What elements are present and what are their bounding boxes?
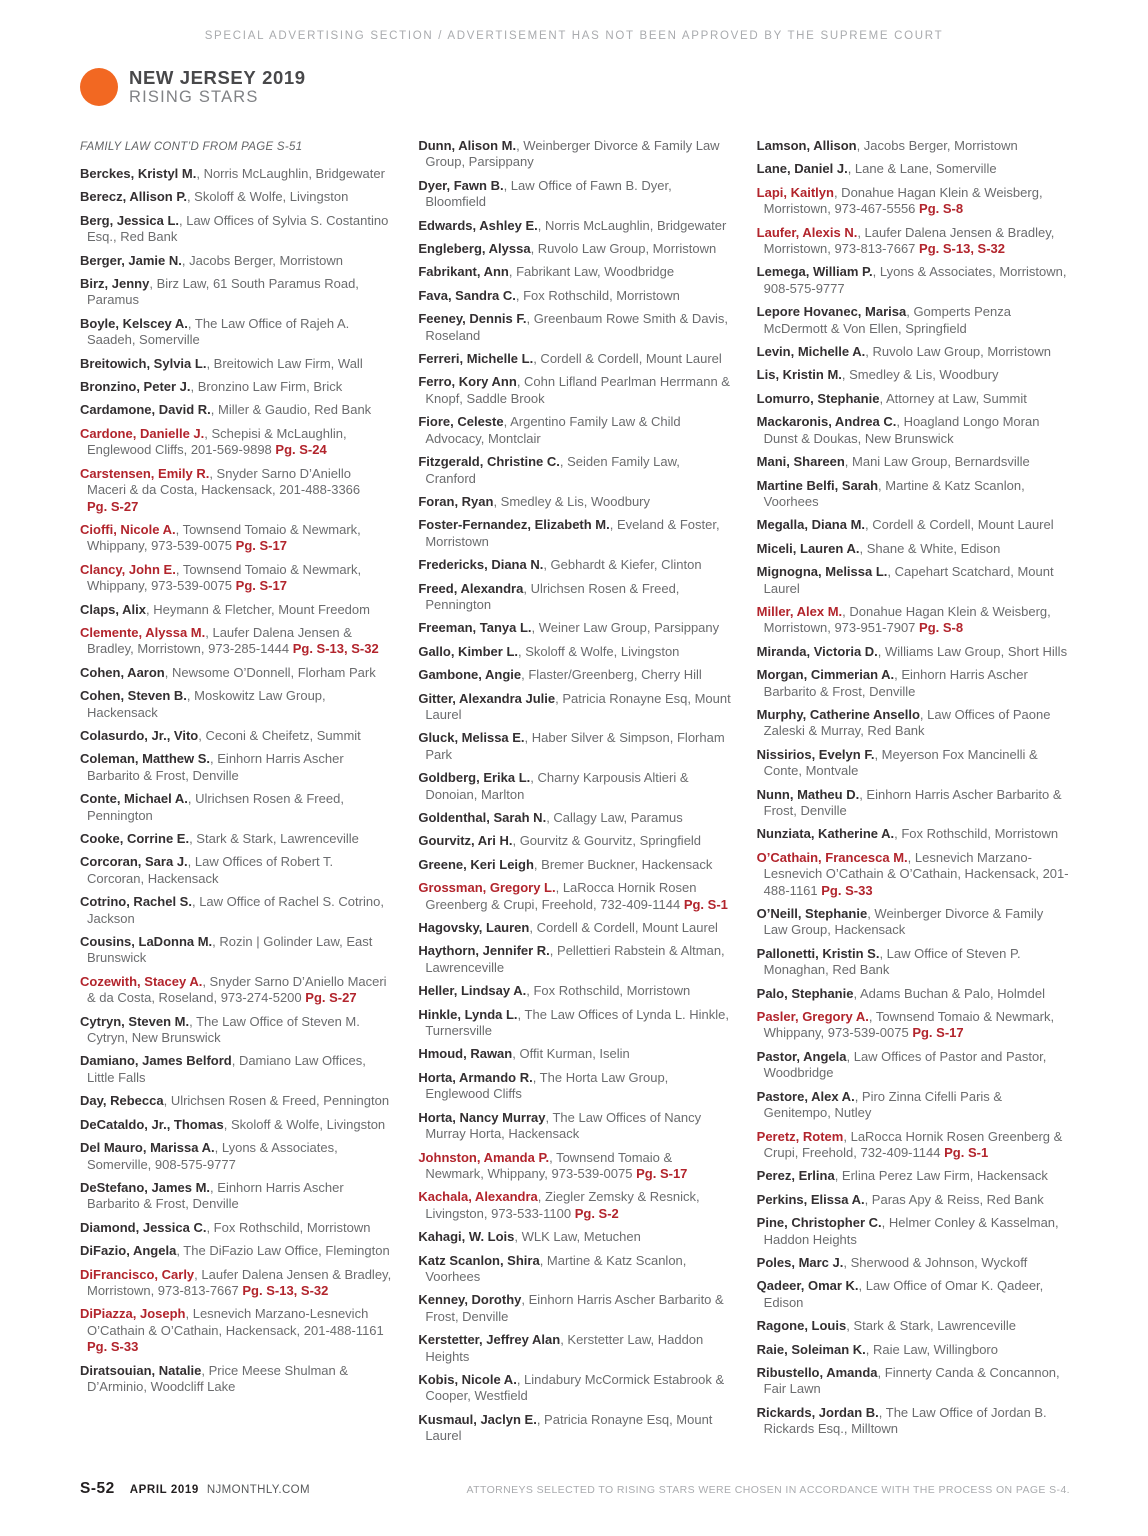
ad-page-reference: Pg. S-27 — [305, 990, 357, 1006]
attorney-name: Cozewith, Stacey A. — [80, 973, 203, 989]
attorney-name: Gourvitz, Ari H. — [418, 833, 513, 849]
attorney-name: Cioffi, Nicole A. — [80, 521, 176, 537]
attorney-name: Lane, Daniel J. — [756, 161, 848, 177]
attorney-entry: Greene, Keri Leigh, Bremer Buckner, Hackensack — [418, 856, 713, 872]
attorney-entry: Nunn, Matheu D., Einhorn Harris Ascher Barbarito & Frost, Denville — [756, 786, 1062, 818]
attorney-entry: Freeman, Tanya L., Weiner Law Group, Parsippany — [418, 620, 720, 636]
advertising-disclaimer: SPECIAL ADVERTISING SECTION / ADVERTISEMENT HAS NOT BEEN APPROVED BY THE SUPREME COURT — [204, 30, 944, 42]
attorney-entry: Fredericks, Diana N., Gebhardt & Kiefer, Clinton — [418, 557, 702, 573]
attorney-name: Carstensen, Emily R. — [80, 465, 210, 481]
attorney-entry: Berecz, Allison P., Skoloff & Wolfe, Livingston — [80, 189, 349, 205]
attorney-name: Colasurdo, Jr., Vito — [80, 727, 199, 743]
attorney-name: Day, Rebecca — [80, 1093, 164, 1109]
attorney-entry: Goldenthal, Sarah N., Callagy Law, Paramus — [418, 810, 683, 825]
footer-left — [80, 1480, 310, 1498]
attorney-name: Hagovsky, Lauren — [418, 920, 530, 936]
attorney-name: Nissirios, Evelyn F. — [756, 746, 875, 762]
attorney-entry: Haythorn, Jennifer R., Pellettieri Rabstein & Altman, Lawrenceville — [418, 943, 725, 975]
attorney-name: Ribustello, Amanda — [756, 1364, 878, 1380]
attorney-entry: Fabrikant, Ann, Fabrikant Law, Woodbridge — [418, 264, 675, 280]
attorney-entry: Pine, Christopher C., Helmer Conley & Kasselman, Haddon Heights — [756, 1215, 1059, 1247]
attorney-name: Gitter, Alexandra Julie — [418, 690, 556, 706]
selection-disclaimer: ATTORNEYS SELECTED TO RISING STARS WERE CHOSEN IN ACCORDANCE WITH THE PROCESS ON PAGE S-4. — [466, 1484, 1070, 1496]
column-1-entries — [80, 166, 393, 1395]
attorney-entry: Hinkle, Lynda L., The Law Offices of Lynda L. Hinkle, Turnersville — [418, 1006, 730, 1039]
attorney-entry: Johnston, Amanda P., Townsend Tomaio & Newmark, Whippany, 973-539-0075 Pg. S-17 — [418, 1149, 688, 1181]
attorney-entry: Lemega, William P., Lyons & Associates, Morristown, 908-575-9777 — [756, 264, 1067, 296]
attorney-entry: Hmoud, Rawan, Offit Kurman, Iselin — [418, 1046, 630, 1062]
attorney-entry: Qadeer, Omar K., Law Office of Omar K. Qadeer, Edison — [756, 1278, 1044, 1310]
attorney-name: Katz Scanlon, Shira — [418, 1252, 540, 1268]
attorney-name: Miranda, Victoria D. — [756, 643, 878, 659]
attorney-entry: Gitter, Alexandra Julie, Patricia Ronayne Esq, Mount Laurel — [418, 690, 731, 722]
attorney-entry: Damiano, James Belford, Damiano Law Offices, Little Falls — [80, 1053, 366, 1085]
ad-page-reference: Pg. S-1 — [683, 896, 728, 912]
attorney-name: Mani, Shareen — [756, 454, 845, 470]
ad-page-reference: Pg. S-13, S-32 — [242, 1282, 329, 1298]
attorney-name: Raie, Soleiman K. — [756, 1341, 866, 1357]
attorney-entry: Feeney, Dennis F., Greenbaum Rowe Smith & Davis, Roseland — [418, 311, 729, 343]
attorney-entry: Dunn, Alison M., Weinberger Divorce & Family Law Group, Parsippany — [418, 138, 720, 170]
attorney-name: O’Cathain, Francesca M. — [756, 849, 908, 865]
attorney-entry: Cousins, LaDonna M., Rozin | Golinder Law, East Brunswick — [80, 934, 373, 966]
ad-page-reference: Pg. S-17 — [235, 538, 287, 554]
attorney-entry: Pasler, Gregory A., Townsend Tomaio & Newmark, Whippany, 973-539-0075 Pg. S-17 — [756, 1009, 1055, 1041]
attorney-entry: O’Neill, Stephanie, Weinberger Divorce & Family Law Group, Hackensack — [756, 906, 1044, 938]
ad-page-reference: Pg. S-13, S-32 — [292, 641, 379, 657]
attorney-entry: Megalla, Diana M., Cordell & Cordell, Mount Laurel — [756, 517, 1054, 533]
ad-page-reference: Pg. S-33 — [87, 1339, 139, 1355]
attorney-entry: Day, Rebecca, Ulrichsen Rosen & Freed, Pennington — [80, 1093, 390, 1109]
attorney-entry: Lepore Hovanec, Marisa, Gomperts Penza McDermott & Von Ellen, Springfield — [756, 304, 1011, 336]
issue-date: APRIL 2019 — [129, 1484, 199, 1496]
attorney-entry: Horta, Nancy Murray, The Law Offices of Nancy Murray Horta, Hackensack — [418, 1109, 702, 1142]
attorney-name: Diratsouian, Natalie — [80, 1362, 202, 1378]
attorney-name: Berg, Jessica L. — [80, 212, 179, 228]
attorney-entry: Diratsouian, Natalie, Price Meese Shulman & D’Arminio, Woodcliff Lake — [80, 1362, 349, 1394]
attorney-entry: Mani, Shareen, Mani Law Group, Bernardsville — [756, 454, 1030, 470]
attorney-name: Diamond, Jessica C. — [80, 1219, 207, 1235]
attorney-entry: Engleberg, Alyssa, Ruvolo Law Group, Morristown — [418, 241, 717, 257]
attorney-entry: Nissirios, Evelyn F., Meyerson Fox Mancinelli & Conte, Montvale — [756, 746, 1038, 779]
attorney-name: Megalla, Diana M. — [756, 517, 866, 533]
attorney-entry: Gallo, Kimber L., Skoloff & Wolfe, Livingston — [418, 643, 680, 659]
attorney-entry: Pastor, Angela, Law Offices of Pastor and Pastor, Woodbridge — [756, 1048, 1047, 1081]
attorney-entry: Kobis, Nicole A., Lindabury McCormick Estabrook & Cooper, Westfield — [418, 1371, 725, 1404]
section-continuation-note: FAMILY LAW CONT’D FROM PAGE S-51 — [80, 141, 303, 153]
attorney-entry: Claps, Alix, Heymann & Fletcher, Mount Freedom — [80, 601, 370, 617]
attorney-entry: Ferreri, Michelle L., Cordell & Cordell, Mount Laurel — [418, 351, 722, 367]
attorney-entry: Gluck, Melissa E., Haber Silver & Simpson, Florham Park — [418, 730, 725, 762]
attorney-name: Pastor, Angela — [756, 1048, 847, 1064]
attorney-entry: Foster-Fernandez, Elizabeth M., Eveland & Foster, Morristown — [418, 517, 720, 549]
attorney-name: Hmoud, Rawan — [418, 1046, 513, 1062]
attorney-name: Gluck, Melissa E. — [418, 730, 525, 746]
logo-circle-icon — [80, 68, 118, 106]
attorney-entry: Colasurdo, Jr., Vito, Ceconi & Cheifetz, Summit — [80, 727, 361, 743]
attorney-entry: Kenney, Dorothy, Einhorn Harris Ascher Barbarito & Frost, Denville — [418, 1292, 724, 1324]
attorney-name: Engleberg, Alyssa — [418, 241, 531, 257]
attorney-name: Horta, Nancy Murray — [418, 1109, 546, 1125]
ad-page-reference: Pg. S-24 — [275, 442, 327, 458]
attorney-entry: Gourvitz, Ari H., Gourvitz & Gourvitz, Springfield — [418, 833, 702, 849]
attorney-name: Goldberg, Erika L. — [418, 770, 531, 786]
attorney-name: Kachala, Alexandra — [418, 1189, 538, 1205]
attorney-name: Corcoran, Sara J. — [80, 854, 188, 870]
attorney-entry: Kachala, Alexandra, Ziegler Zemsky & Resnick, Livingston, 973-533-1100 Pg. S-2 — [418, 1189, 700, 1221]
attorney-name: DeStefano, James M. — [80, 1179, 211, 1195]
attorney-name: Levin, Michelle A. — [756, 344, 866, 360]
attorney-entry: Miranda, Victoria D., Williams Law Group, Short Hills — [756, 643, 1068, 659]
attorney-entry: Freed, Alexandra, Ulrichsen Rosen & Freed, Pennington — [418, 580, 680, 612]
attorney-entry: Mignogna, Melissa L., Capehart Scatchard, Mount Laurel — [756, 564, 1054, 596]
attorney-name: Coleman, Matthew S. — [80, 751, 211, 767]
attorney-name: Grossman, Gregory L. — [418, 880, 556, 896]
column-3 — [757, 138, 1070, 1452]
attorney-name: Berecz, Allison P. — [80, 189, 187, 205]
attorney-entry: Gambone, Angie, Flaster/Greenberg, Cherry Hill — [418, 667, 702, 683]
attorney-entry: Fava, Sandra C., Fox Rothschild, Morristown — [418, 287, 680, 303]
ad-page-reference: Pg. S-33 — [821, 882, 873, 898]
ad-page-reference: Pg. S-17 — [235, 578, 287, 594]
attorney-entry: O’Cathain, Francesca M., Lesnevich Marzano-Lesnevich O’Cathain & O’Cathain, Hackensack, 201-488-1161 Pg. S-33 — [756, 849, 1069, 898]
attorney-name: Cardamone, David R. — [80, 402, 211, 418]
attorney-name: Edwards, Ashley E. — [418, 217, 538, 233]
attorney-entry: Lis, Kristin M., Smedley & Lis, Woodbury — [756, 367, 999, 383]
attorney-name: Birz, Jenny — [80, 276, 150, 292]
attorney-entry: Kerstetter, Jeffrey Alan, Kerstetter Law, Haddon Heights — [418, 1332, 704, 1364]
attorney-name: Lamson, Allison — [756, 138, 857, 153]
attorney-entry: DeCataldo, Jr., Thomas, Skoloff & Wolfe, Livingston — [80, 1116, 386, 1132]
attorney-name: Boyle, Kelscey A. — [80, 315, 188, 331]
attorney-entry: Horta, Armando R., The Horta Law Group, Englewood Cliffs — [418, 1069, 669, 1102]
attorney-entry: Ribustello, Amanda, Finnerty Canda & Concannon, Fair Lawn — [756, 1364, 1060, 1397]
attorney-entry: Cozewith, Stacey A., Snyder Sarno D’Aniello Maceri & da Costa, Roseland, 973-274-5200 Pg. S-27 — [80, 973, 387, 1006]
logo-title — [129, 68, 306, 88]
attorney-name: Cohen, Aaron — [80, 664, 165, 680]
attorney-entry: Perkins, Elissa A., Paras Apy & Reiss, Red Bank — [756, 1191, 1044, 1207]
ad-page-reference: Pg. S-1 — [944, 1144, 989, 1160]
attorney-name: Nunn, Matheu D. — [756, 786, 860, 802]
attorney-name: Dunn, Alison M. — [418, 138, 517, 153]
rising-stars-logo — [80, 68, 306, 106]
attorney-entry: Cohen, Aaron, Newsome O’Donnell, Florham Park — [80, 664, 376, 680]
ad-page-reference: Pg. S-27 — [87, 498, 139, 514]
attorney-name: Del Mauro, Marissa A. — [80, 1140, 215, 1156]
attorney-entry: Lapi, Kaitlyn, Donahue Hagan Klein & Weisberg, Morristown, 973-467-5556 Pg. S-8 — [756, 184, 1043, 217]
attorney-entry: Palo, Stephanie, Adams Buchan & Palo, Holmdel — [756, 985, 1045, 1001]
attorney-entry: Lamson, Allison, Jacobs Berger, Morristown — [756, 138, 1018, 153]
attorney-entry: Edwards, Ashley E., Norris McLaughlin, Bridgewater — [418, 217, 727, 233]
attorney-entry: Cytryn, Steven M., The Law Office of Steven M. Cytryn, New Brunswick — [80, 1013, 360, 1046]
attorney-name: Pasler, Gregory A. — [756, 1009, 869, 1025]
attorney-name: Mignogna, Melissa L. — [756, 564, 888, 580]
attorney-name: Martine Belfi, Sarah — [756, 477, 879, 493]
attorney-entry: Clancy, John E., Townsend Tomaio & Newmark, Whippany, 973-539-0075 Pg. S-17 — [80, 561, 362, 594]
attorney-name: Claps, Alix — [80, 601, 146, 617]
attorney-name: Murphy, Catherine Ansello — [756, 706, 920, 722]
attorney-entry: DiFrancisco, Carly, Laufer Dalena Jensen & Bradley, Morristown, 973-813-7667 Pg. S-13, S-32 — [80, 1266, 392, 1298]
attorney-name: Cousins, LaDonna M. — [80, 934, 213, 950]
attorney-name: Pastore, Alex A. — [756, 1088, 855, 1104]
attorney-name: Fitzgerald, Christine C. — [418, 454, 560, 470]
attorney-name: Laufer, Alexis N. — [756, 224, 858, 240]
attorney-name: Fiore, Celeste — [418, 414, 504, 430]
attorney-name: DiPiazza, Joseph — [80, 1306, 186, 1322]
attorney-name: Conte, Michael A. — [80, 791, 188, 807]
attorney-name: Morgan, Cimmerian A. — [756, 667, 895, 683]
attorney-entry: Fitzgerald, Christine C., Seiden Family Law, Cranford — [418, 454, 680, 486]
column-1 — [80, 138, 393, 1452]
attorney-name: Clemente, Alyssa M. — [80, 624, 206, 640]
column-3-entries — [757, 138, 1070, 1438]
attorney-name: Lapi, Kaitlyn — [756, 184, 834, 200]
ad-page-reference: Pg. S-8 — [919, 201, 964, 217]
attorney-entry: Carstensen, Emily R., Snyder Sarno D’Aniello Maceri & da Costa, Hackensack, 201-488-3366 Pg. S-27 — [80, 465, 361, 514]
attorney-entry: Corcoran, Sara J., Law Offices of Robert T. Corcoran, Hackensack — [80, 854, 334, 886]
attorney-entry: Raie, Soleiman K., Raie Law, Willingboro — [756, 1341, 998, 1357]
attorney-entry: Pallonetti, Kristin S., Law Office of Steven P. Monaghan, Red Bank — [756, 945, 1021, 978]
attorney-entry: Katz Scanlon, Shira, Martine & Katz Scanlon, Voorhees — [418, 1252, 687, 1284]
attorney-name: Horta, Armando R. — [418, 1069, 533, 1085]
attorney-name: Gallo, Kimber L. — [418, 643, 519, 659]
attorney-entry: Del Mauro, Marissa A., Lyons & Associates, Somerville, 908-575-9777 — [80, 1140, 338, 1172]
attorney-entry: Kusmaul, Jaclyn E., Patricia Ronayne Esq, Mount Laurel — [418, 1411, 713, 1444]
attorney-entry: Miceli, Lauren A., Shane & White, Edison — [756, 540, 1001, 556]
attorney-name: Fredericks, Diana N. — [418, 557, 544, 573]
directory-columns — [80, 138, 1070, 1452]
attorney-entry: Foran, Ryan, Smedley & Lis, Woodbury — [418, 493, 651, 509]
attorney-entry: Bronzino, Peter J., Bronzino Law Firm, Brick — [80, 379, 343, 395]
attorney-name: Cooke, Corrine E. — [80, 831, 190, 846]
attorney-entry: Pastore, Alex A., Piro Zinna Cifelli Paris & Genitempo, Nutley — [756, 1088, 1003, 1121]
attorney-entry: Cohen, Steven B., Moskowitz Law Group, Hackensack — [80, 688, 326, 720]
ad-page-reference: Pg. S-17 — [912, 1025, 964, 1041]
attorney-name: Cytryn, Steven M. — [80, 1013, 190, 1029]
attorney-name: Ferreri, Michelle L. — [418, 351, 534, 367]
attorney-name: Peretz, Rotem — [756, 1128, 844, 1144]
attorney-name: Miller, Alex M. — [756, 603, 843, 619]
attorney-name: Kahagi, W. Lois — [418, 1229, 515, 1245]
attorney-entry: Cotrino, Rachel S., Law Office of Rachel S. Cotrino, Jackson — [80, 894, 384, 926]
attorney-name: Kenney, Dorothy — [418, 1292, 522, 1308]
attorney-name: Fava, Sandra C. — [418, 287, 516, 303]
attorney-entry: Kahagi, W. Lois, WLK Law, Metuchen — [418, 1229, 641, 1245]
attorney-name: Breitowich, Sylvia L. — [80, 355, 207, 371]
attorney-entry: Berckes, Kristyl M., Norris McLaughlin, Bridgewater — [80, 166, 385, 181]
attorney-entry: Levin, Michelle A., Ruvolo Law Group, Morristown — [756, 344, 1051, 360]
attorney-name: Hinkle, Lynda L. — [418, 1006, 518, 1022]
ad-page-reference: Pg. S-2 — [574, 1205, 619, 1221]
ad-page-reference: Pg. S-17 — [636, 1165, 688, 1181]
logo-region: NEW JERSEY — [129, 67, 257, 88]
attorney-entry: Poles, Marc J., Sherwood & Johnson, Wyckoff — [756, 1254, 1028, 1270]
attorney-entry: Murphy, Catherine Ansello, Law Offices of Paone Zaleski & Murray, Red Bank — [756, 706, 1051, 739]
attorney-entry: Lomurro, Stephanie, Attorney at Law, Summit — [756, 390, 1027, 406]
attorney-name: DeCataldo, Jr., Thomas — [80, 1116, 224, 1132]
attorney-entry: Dyer, Fawn B., Law Office of Fawn B. Dyer, Bloomfield — [418, 177, 672, 210]
attorney-name: Pallonetti, Kristin S. — [756, 945, 880, 961]
attorney-name: Pine, Christopher C. — [756, 1215, 882, 1231]
attorney-entry: Cooke, Corrine E., Stark & Stark, Lawrenceville — [80, 831, 359, 846]
attorney-name: DiFazio, Angela — [80, 1243, 177, 1259]
attorney-entry: Coleman, Matthew S., Einhorn Harris Ascher Barbarito & Frost, Denville — [80, 751, 344, 783]
attorney-entry: Cardone, Danielle J., Schepisi & McLaughlin, Englewood Cliffs, 201-569-9898 Pg. S-24 — [80, 425, 347, 458]
attorney-name: Perez, Erlina — [756, 1168, 835, 1184]
attorney-name: Cohen, Steven B. — [80, 688, 187, 704]
attorney-name: Bronzino, Peter J. — [80, 379, 191, 395]
attorney-name: Haythorn, Jennifer R. — [418, 943, 550, 959]
attorney-name: Palo, Stephanie — [756, 985, 854, 1001]
attorney-name: Freeman, Tanya L. — [418, 620, 532, 636]
attorney-entry: Berg, Jessica L., Law Offices of Sylvia S. Costantino Esq., Red Bank — [80, 212, 389, 245]
attorney-entry: DiPiazza, Joseph, Lesnevich Marzano-Lesnevich O’Cathain & O’Cathain, Hackensack, 201-488-1161 Pg. S-33 — [80, 1306, 384, 1355]
attorney-name: Dyer, Fawn B. — [418, 177, 504, 193]
attorney-name: Johnston, Amanda P. — [418, 1149, 550, 1165]
attorney-name: Kusmaul, Jaclyn E. — [418, 1411, 537, 1427]
attorney-name: Berger, Jamie N. — [80, 252, 182, 268]
attorney-entry: Lane, Daniel J., Lane & Lane, Somerville — [756, 161, 997, 177]
ad-page-reference: Pg. S-8 — [919, 620, 964, 636]
attorney-entry: Diamond, Jessica C., Fox Rothschild, Morristown — [80, 1219, 371, 1235]
attorney-name: Miceli, Lauren A. — [756, 540, 860, 556]
attorney-entry: Miller, Alex M., Donahue Hagan Klein & Weisberg, Morristown, 973-951-7907 Pg. S-8 — [756, 603, 1051, 636]
attorney-entry: Fiore, Celeste, Argentino Family Law & Child Advocacy, Montclair — [418, 414, 681, 446]
attorney-name: Gambone, Angie — [418, 667, 522, 683]
attorney-name: Cardone, Danielle J. — [80, 425, 205, 441]
attorney-name: Poles, Marc J. — [756, 1254, 844, 1270]
attorney-name: Lepore Hovanec, Marisa — [756, 304, 907, 320]
column-2-entries — [418, 138, 731, 1445]
attorney-entry: Grossman, Gregory L., LaRocca Hornik Rosen Greenberg & Crupi, Freehold, 732-409-1144 Pg. S-1 — [418, 880, 728, 912]
site-url: NJMONTHLY.COM — [206, 1484, 310, 1496]
attorney-name: Rickards, Jordan B. — [756, 1404, 879, 1420]
attorney-entry: Hagovsky, Lauren, Cordell & Cordell, Mount Laurel — [418, 920, 718, 936]
attorney-entry: Heller, Lindsay A., Fox Rothschild, Morristown — [418, 983, 691, 999]
attorney-entry: Boyle, Kelscey A., The Law Office of Rajeh A. Saadeh, Somerville — [80, 315, 350, 348]
attorney-name: Lomurro, Stephanie — [756, 390, 880, 406]
attorney-entry: Mackaronis, Andrea C., Hoagland Longo Moran Dunst & Doukas, New Brunswick — [756, 414, 1040, 446]
attorney-entry: Rickards, Jordan B., The Law Office of Jordan B. Rickards Esq., Milltown — [756, 1404, 1047, 1437]
attorney-name: Perkins, Elissa A. — [756, 1191, 865, 1207]
attorney-name: Feeney, Dennis F. — [418, 311, 527, 327]
attorney-entry: Morgan, Cimmerian A., Einhorn Harris Ascher Barbarito & Frost, Denville — [756, 667, 1028, 699]
attorney-name: Qadeer, Omar K. — [756, 1278, 859, 1294]
attorney-name: Foster-Fernandez, Elizabeth M. — [418, 517, 610, 533]
attorney-name: DiFrancisco, Carly — [80, 1266, 195, 1282]
attorney-entry: Birz, Jenny, Birz Law, 61 South Paramus Road, Paramus — [80, 276, 359, 308]
attorney-entry: Cioffi, Nicole A., Townsend Tomaio & Newmark, Whippany, 973-539-0075 Pg. S-17 — [80, 521, 361, 554]
attorney-entry: DeStefano, James M., Einhorn Harris Ascher Barbarito & Frost, Denville — [80, 1179, 344, 1212]
attorney-name: O’Neill, Stephanie — [756, 906, 868, 922]
page-footer — [80, 1480, 1070, 1498]
attorney-name: Freed, Alexandra — [418, 580, 524, 596]
attorney-name: Ferro, Kory Ann — [418, 374, 517, 390]
attorney-entry: Peretz, Rotem, LaRocca Hornik Rosen Greenberg & Crupi, Freehold, 732-409-1144 Pg. S-1 — [756, 1128, 1063, 1160]
attorney-name: Mackaronis, Andrea C. — [756, 414, 897, 430]
page-number: S-52 — [80, 1480, 115, 1497]
attorney-entry: Cardamone, David R., Miller & Gaudio, Red Bank — [80, 402, 372, 418]
attorney-name: Nunziata, Katherine A. — [756, 826, 895, 842]
attorney-name: Lis, Kristin M. — [756, 367, 842, 383]
attorney-name: Cotrino, Rachel S. — [80, 894, 192, 910]
attorney-name: Lemega, William P. — [756, 264, 873, 280]
attorney-entry: Clemente, Alyssa M., Laufer Dalena Jensen & Bradley, Morristown, 973-285-1444 Pg. S-13, S-32 — [80, 624, 379, 657]
attorney-name: Kerstetter, Jeffrey Alan — [418, 1332, 561, 1348]
attorney-entry: Laufer, Alexis N., Laufer Dalena Jensen & Bradley, Morristown, 973-813-7667 Pg. S-13, S-32 — [756, 224, 1055, 257]
attorney-entry: Conte, Michael A., Ulrichsen Rosen & Freed, Pennington — [80, 791, 344, 823]
attorney-entry: Perez, Erlina, Erlina Perez Law Firm, Hackensack — [756, 1168, 1048, 1184]
attorney-entry: Nunziata, Katherine A., Fox Rothschild, Morristown — [756, 826, 1059, 842]
column-2 — [418, 138, 731, 1452]
attorney-name: Heller, Lindsay A. — [418, 983, 527, 999]
logo-year: 2019 — [262, 67, 306, 88]
attorney-name: Clancy, John E. — [80, 561, 176, 577]
attorney-name: Kobis, Nicole A. — [418, 1371, 517, 1387]
attorney-name: Fabrikant, Ann — [418, 264, 509, 280]
attorney-name: Damiano, James Belford — [80, 1053, 232, 1069]
attorney-name: Ragone, Louis — [756, 1318, 847, 1334]
logo-subtitle: RISING STARS — [129, 88, 259, 107]
attorney-entry: Ferro, Kory Ann, Cohn Lifland Pearlman Herrmann & Knopf, Saddle Brook — [418, 374, 730, 406]
attorney-name: Greene, Keri Leigh — [418, 856, 534, 872]
attorney-name: Goldenthal, Sarah N. — [418, 810, 547, 825]
ad-page-reference: Pg. S-13, S-32 — [919, 241, 1006, 257]
attorney-name: Foran, Ryan — [418, 493, 494, 509]
attorney-entry: Berger, Jamie N., Jacobs Berger, Morristown — [80, 252, 344, 268]
attorney-entry: Breitowich, Sylvia L., Breitowich Law Firm, Wall — [80, 355, 363, 371]
attorney-entry: Ragone, Louis, Stark & Stark, Lawrenceville — [756, 1318, 1017, 1334]
attorney-entry: DiFazio, Angela, The DiFazio Law Office, Flemington — [80, 1243, 390, 1259]
attorney-name: Berckes, Kristyl M. — [80, 166, 197, 181]
attorney-entry: Goldberg, Erika L., Charny Karpousis Altieri & Donoian, Marlton — [418, 770, 689, 802]
attorney-entry: Martine Belfi, Sarah, Martine & Katz Scanlon, Voorhees — [756, 477, 1025, 509]
